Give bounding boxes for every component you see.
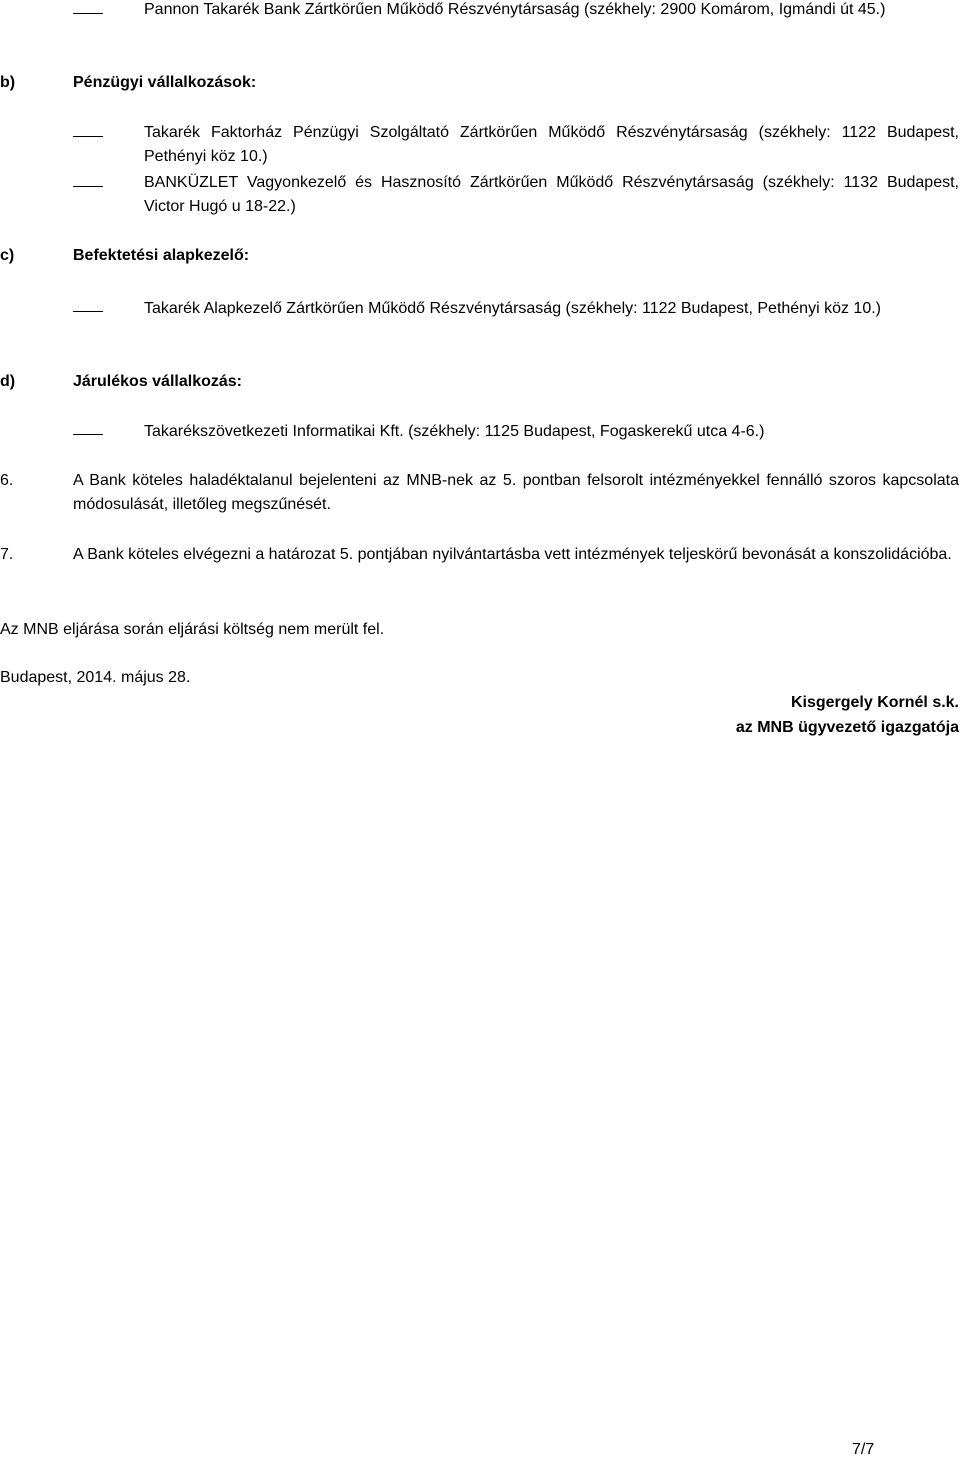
page-number: 7/7 [852, 1441, 875, 1458]
list-item-faktorhaz: Takarék Faktorház Pénzügyi Szolgáltató Zártkörűen Működő Részvénytársaság (székhely: 1122 Budapest, Pethényi köz 10.) [144, 124, 959, 165]
heading-b-label: Pénzügyi vállalkozások: [73, 74, 257, 91]
dash-marker [73, 186, 103, 187]
heading-b-mark: b) [0, 74, 16, 91]
costs-statement: Az MNB eljárása során eljárási költség nem merült fel. [0, 621, 385, 638]
list-item-pannon: Pannon Takarék Bank Zártkörűen Működő Részvénytársaság (székhely: 2900 Komárom, Igmándi út 45.) [144, 1, 886, 18]
dash-marker [73, 434, 103, 435]
list-item-informatikai: Takarékszövetkezeti Informatikai Kft. (székhely: 1125 Budapest, Fogaskerekű utca 4-6.) [144, 423, 765, 440]
date-line: Budapest, 2014. május 28. [0, 669, 191, 686]
signatory-position: az MNB ügyvezető igazgatója [735, 719, 959, 736]
point-7-text: A Bank köteles elvégezni a határozat 5. pontjában nyilvántartásba vett intézmények teljeskörű bevonását a konszolidációba. [73, 546, 952, 563]
heading-c-label: Befektetési alapkezelő: [73, 247, 250, 264]
point-6-text: A Bank köteles haladéktalanul bejelenteni az MNB-nek az 5. pontban felsorolt intézményekkel fennálló szoros kapcsolata módosulását, illetőleg megszűnését. [73, 472, 959, 513]
dash-marker [73, 311, 103, 312]
dash-marker [73, 13, 103, 14]
dash-marker [73, 136, 103, 137]
heading-d-label: Járulékos vállalkozás: [73, 373, 242, 390]
point-6-number: 6. [0, 472, 14, 489]
heading-d-mark: d) [0, 373, 16, 390]
point-7-number: 7. [0, 546, 14, 563]
signatory-name: Kisgergely Kornél s.k. [790, 694, 959, 711]
heading-c-mark: c) [0, 247, 15, 264]
list-item-bankuzlet: BANKÜZLET Vagyonkezelő és Hasznosító Zártkörűen Működő Részvénytársaság (székhely: 1132 Budapest, Victor Hugó u 18-22.) [144, 174, 959, 215]
list-item-alapkezelo: Takarék Alapkezelő Zártkörűen Működő Részvénytársaság (székhely: 1122 Budapest, Pethényi köz 10.) [144, 300, 881, 317]
